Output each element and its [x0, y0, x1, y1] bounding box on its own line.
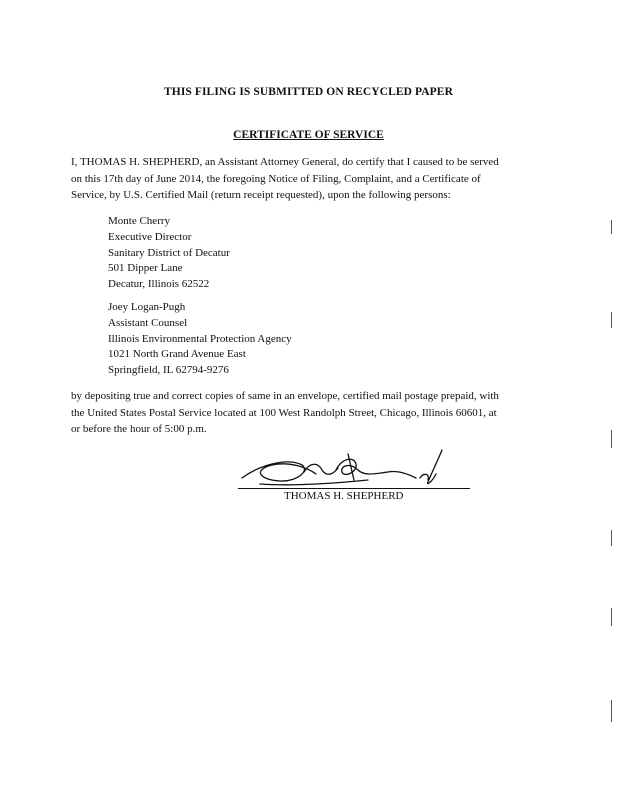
- address-line: Monte Cherry: [108, 215, 171, 227]
- closing-paragraph: [71, 388, 551, 438]
- recipient-address-1: [108, 214, 230, 293]
- scan-artifact: [611, 312, 612, 328]
- recipient-address-2: [108, 300, 292, 379]
- certificate-title: CERTIFICATE OF SERVICE: [233, 129, 384, 141]
- scan-artifact: [611, 430, 612, 448]
- signer-name: THOMAS H. SHEPHERD: [284, 490, 404, 502]
- address-line: Illinois Environmental Protection Agency: [108, 332, 292, 345]
- signature-line: [238, 488, 470, 489]
- closing-line: or before the hour of 5:00 p.m.: [71, 423, 207, 435]
- recycled-paper-heading: THIS FILING IS SUBMITTED ON RECYCLED PAPER: [164, 86, 453, 98]
- address-line: Decatur, Illinois 62522: [108, 278, 210, 291]
- address-line: Springfield, IL 62794-9276: [108, 364, 229, 377]
- closing-line: the United States Postal Service located at 100 West Randolph Street, Chicago, Illinois 60601, at: [71, 406, 497, 419]
- handwritten-signature: [238, 448, 470, 492]
- closing-line: by depositing true and correct copies of same in an envelope, certified mail postage prepaid, with: [71, 390, 499, 402]
- scan-artifact: [611, 608, 612, 626]
- address-line: Sanitary District of Decatur: [108, 246, 230, 259]
- intro-line: on this 17th day of June 2014, the foregoing Notice of Filing, Complaint, and a Certificate of: [71, 172, 481, 185]
- scan-artifact: [611, 530, 612, 546]
- address-line: Executive Director: [108, 230, 192, 243]
- address-line: 1021 North Grand Avenue East: [108, 348, 246, 361]
- address-line: Joey Logan-Pugh: [108, 301, 186, 313]
- scan-artifact: [611, 220, 612, 234]
- scan-artifact: [611, 700, 612, 722]
- intro-line: Service, by U.S. Certified Mail (return receipt requested), upon the following persons:: [71, 189, 451, 201]
- signature-block: [238, 448, 470, 508]
- address-line: 501 Dipper Lane: [108, 262, 183, 275]
- intro-line: I, THOMAS H. SHEPHERD, an Assistant Attorney General, do certify that I caused to be served: [71, 156, 499, 168]
- intro-paragraph: [71, 154, 551, 204]
- address-line: Assistant Counsel: [108, 316, 188, 329]
